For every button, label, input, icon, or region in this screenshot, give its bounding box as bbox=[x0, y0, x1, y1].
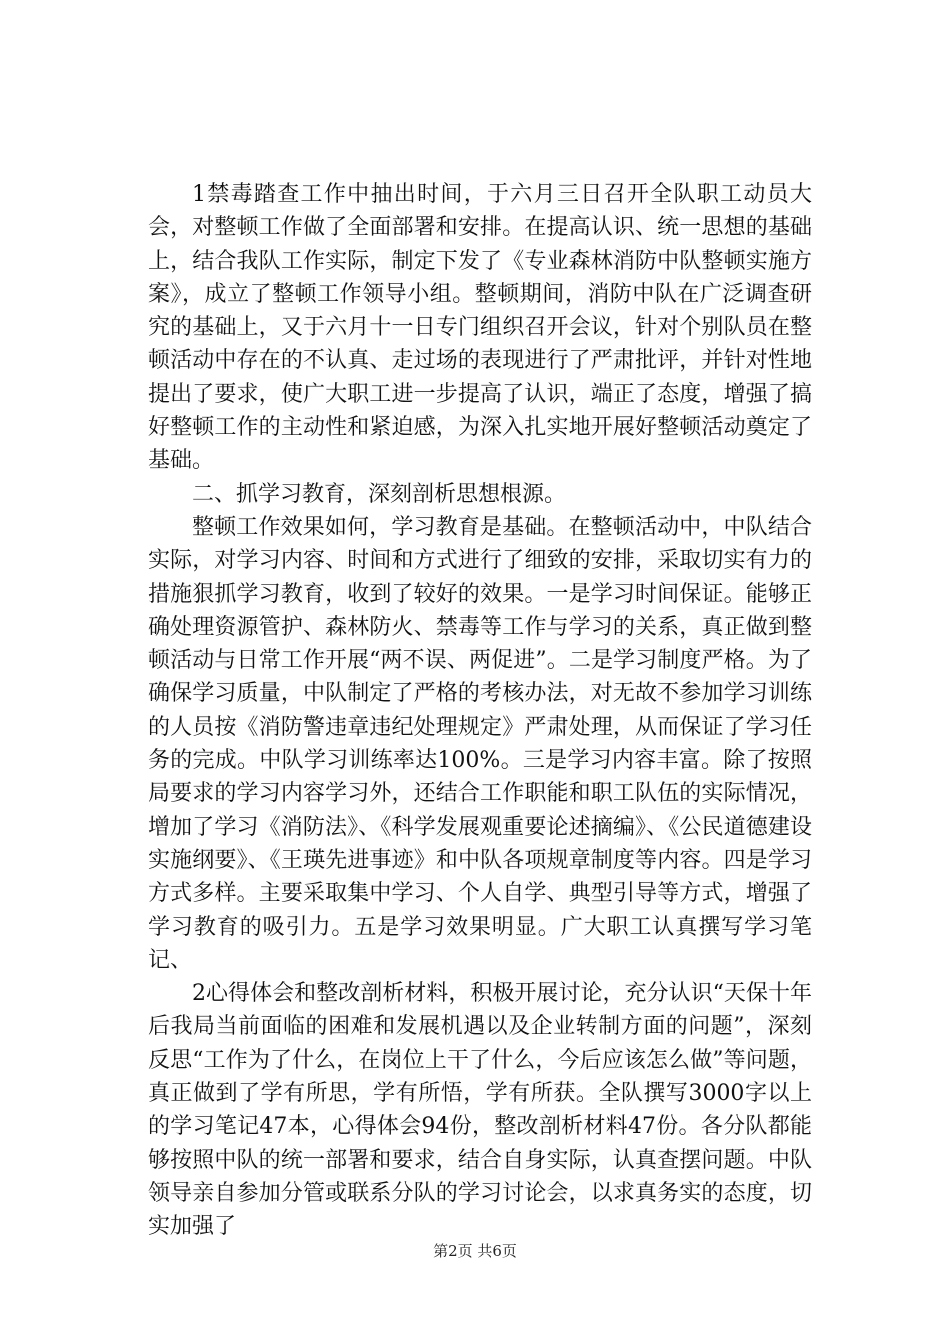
paragraph-study-results: 2心得体会和整改剖析材料，积极开展讨论，充分认识“天保十年后我局当前面临的困难和发展机遇以及企业转制方面的问题”，深刻反思“工作为了什么，在岗位上干了什么，今后应该怎么做”等问题，真正做到了学有所思，学有所悟，学有所获。全队撰写3000字以上的学习笔记47本，心得体会94份，整改剖析材料47份。各分队都能够按照中队的统一部署和要求，结合自身实际，认真查摆问题。中队领导亲自参加分管或联系分队的学习讨论会，以求真务实的态度，切实加强了 bbox=[148, 981, 812, 1240]
document-body bbox=[148, 178, 812, 1244]
paragraph-mobilization-meeting: 1禁毒踏查工作中抽出时间，于六月三日召开全队职工动员大会，对整顿工作做了全面部署和安排。在提高认识、统一思想的基础上，结合我队工作实际，制定下发了《专业森林消防中队整顿实施方案》，成立了整顿工作领导小组。整顿期间，消防中队在广泛调查研究的基础上，又于六月十一日专门组织召开会议，针对个别队员在整顿活动中存在的不认真、走过场的表现进行了严肃批评，并针对性地提出了要求，使广大职工进一步提高了认识，端正了态度，增强了搞好整顿工作的主动性和紧迫感，为深入扎实地开展好整顿活动奠定了基础。 bbox=[148, 182, 812, 474]
page-footer: 第2页 共6页 bbox=[433, 1242, 517, 1260]
paragraph-study-measures: 整顿工作效果如何，学习教育是基础。在整顿活动中，中队结合实际，对学习内容、时间和方式进行了细致的安排，采取切实有力的措施狠抓学习教育，收到了较好的效果。一是学习时间保证。能够正确处理资源管护、森林防火、禁毒等工作与学习的关系，真正做到整顿活动与日常工作开展“两不误、两促进”。二是学习制度严格。为了确保学习质量，中队制定了严格的考核办法，对无故不参加学习训练的人员按《消防警违章违纪处理规定》严肃处理，从而保证了学习任务的完成。中队学习训练率达100%。三是学习内容丰富。除了按照局要求的学习内容学习外，还结合工作职能和职工队伍的实际情况，增加了学习《消防法》、《科学发展观重要论述摘编》、《公民道德建设实施纲要》、《王瑛先进事迹》和中队各项规章制度等内容。四是学习方式多样。主要采取集中学习、个人自学、典型引导等方式，增强了学习教育的吸引力。五是学习效果明显。广大职工认真撰写学习笔记、 bbox=[148, 514, 812, 973]
section-heading-study-education: 二、抓学习教育，深刻剖析思想根源。 bbox=[192, 481, 567, 507]
